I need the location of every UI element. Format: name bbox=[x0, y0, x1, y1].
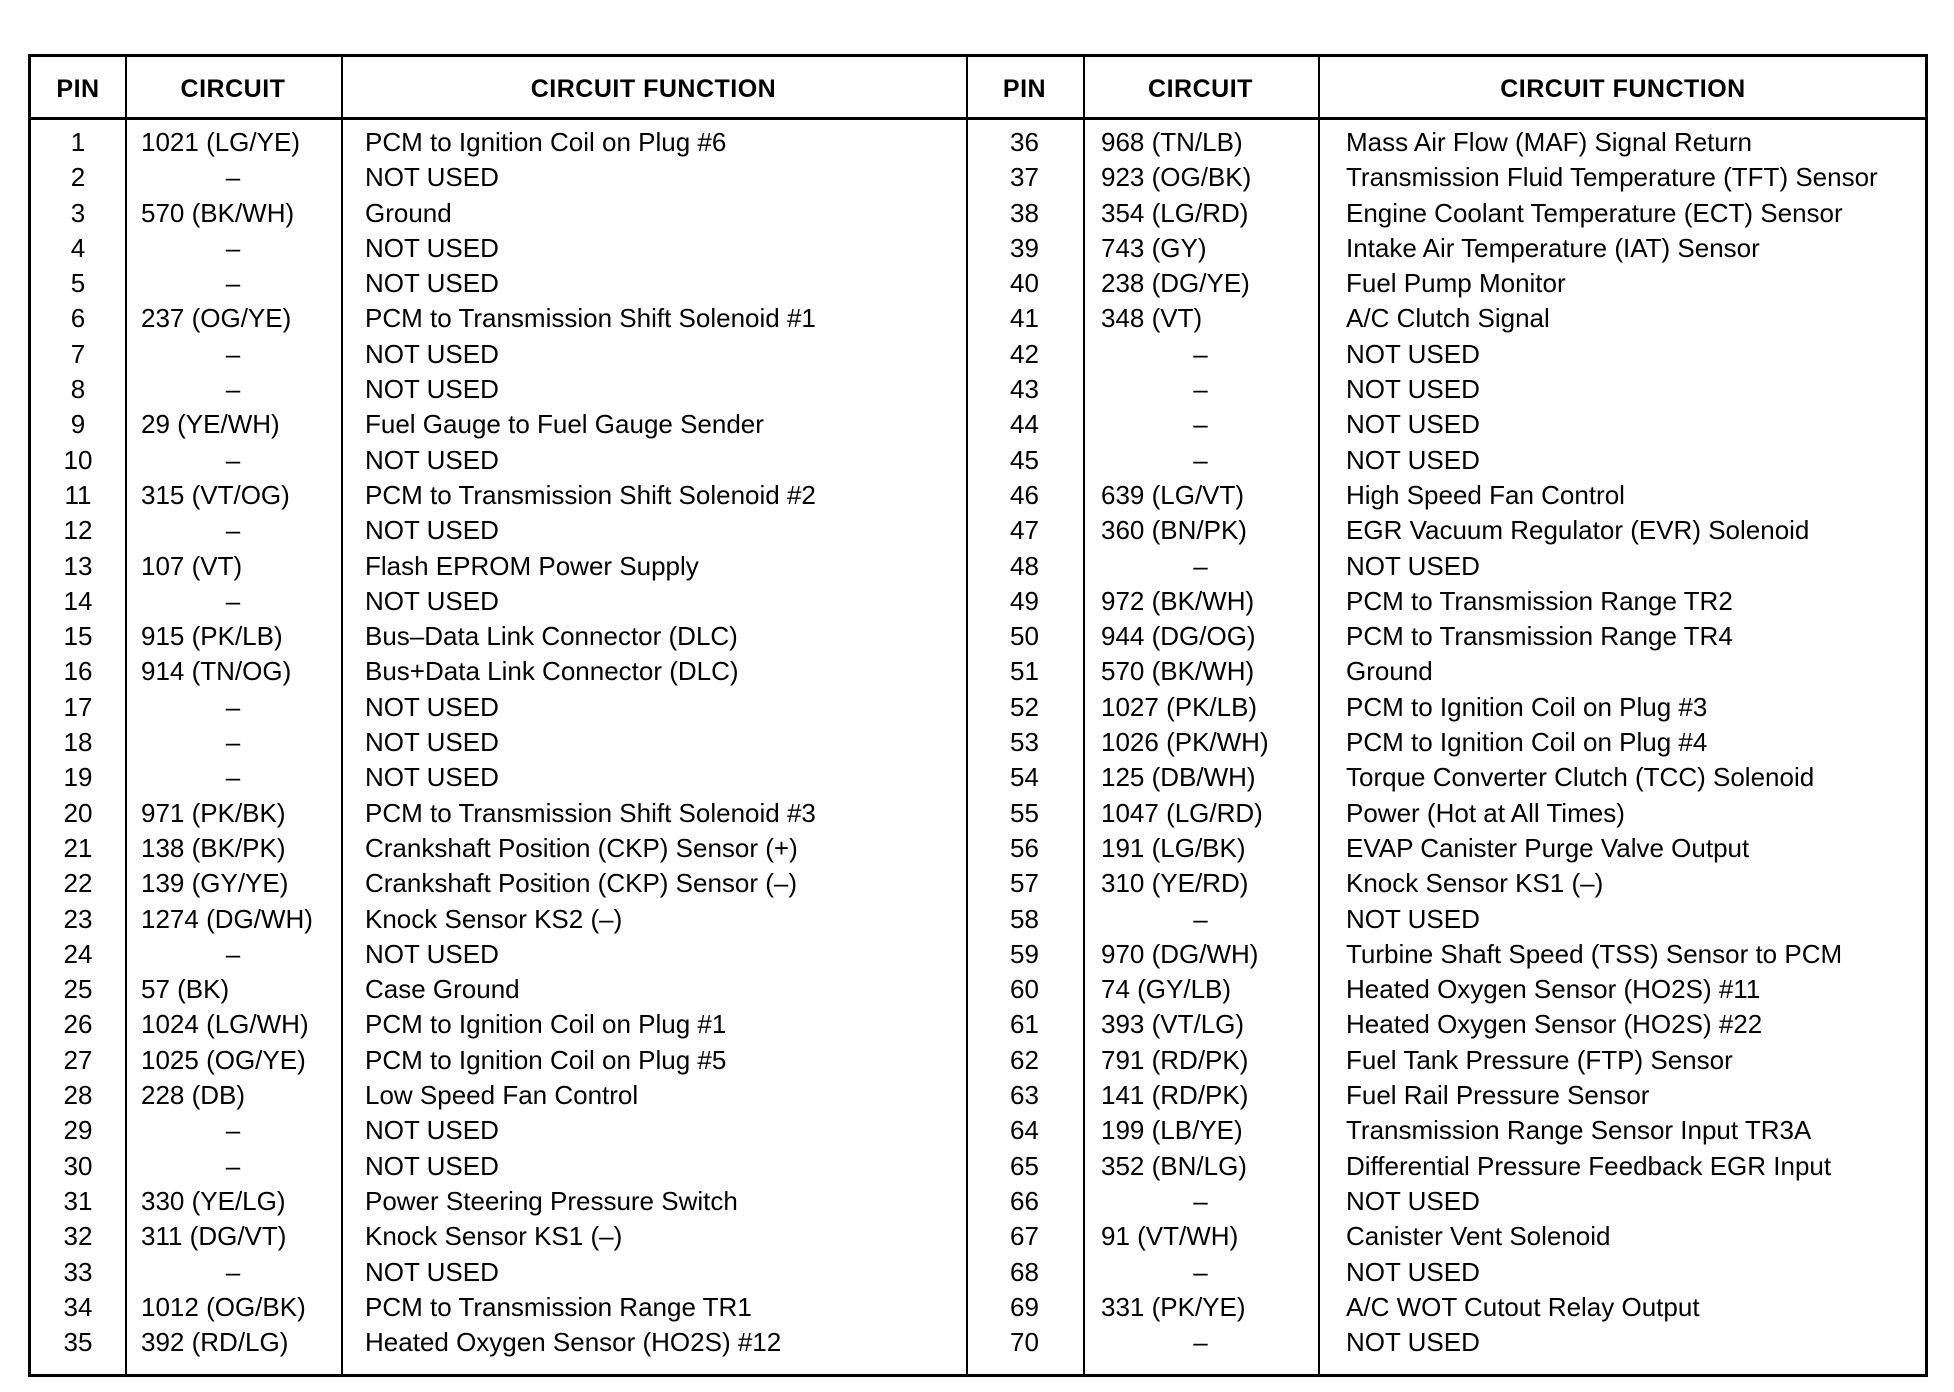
circuit-cell: – bbox=[225, 585, 241, 616]
circuit-cell: – bbox=[225, 727, 241, 758]
circuit-function-cell: NOT USED bbox=[1346, 409, 1480, 440]
circuit-cell: 1027 (PK/LB) bbox=[1101, 691, 1258, 722]
table-row bbox=[31, 513, 966, 548]
circuit-function-cell: NOT USED bbox=[365, 374, 499, 405]
pin-cell: 31 bbox=[63, 1185, 93, 1216]
table-row bbox=[31, 301, 966, 336]
circuit-function-cell: PCM to Transmission Shift Solenoid #2 bbox=[365, 479, 816, 510]
table-row bbox=[966, 831, 1925, 866]
table-row bbox=[31, 1007, 966, 1042]
pin-cell: 60 bbox=[1010, 974, 1039, 1005]
table-row bbox=[966, 654, 1925, 689]
circuit-cell: 310 (YE/RD) bbox=[1101, 868, 1249, 899]
pin-cell: 55 bbox=[1010, 797, 1039, 828]
table-row bbox=[966, 584, 1925, 619]
circuit-cell: 1012 (OG/BK) bbox=[141, 1291, 306, 1322]
table-row bbox=[31, 549, 966, 584]
circuit-cell: 971 (PK/BK) bbox=[141, 797, 286, 828]
circuit-function-cell: Turbine Shaft Speed (TSS) Sensor to PCM bbox=[1346, 938, 1843, 969]
table-row bbox=[966, 1113, 1925, 1148]
circuit-cell: 237 (OG/YE) bbox=[141, 303, 292, 334]
pin-cell: 9 bbox=[70, 409, 86, 440]
circuit-function-cell: NOT USED bbox=[365, 1115, 499, 1146]
table-row bbox=[31, 1219, 966, 1254]
table-row bbox=[966, 1219, 1925, 1254]
circuit-cell: – bbox=[225, 1115, 241, 1146]
table-row bbox=[31, 937, 966, 972]
pin-cell: 65 bbox=[1010, 1150, 1039, 1181]
circuit-function-cell: A/C WOT Cutout Relay Output bbox=[1346, 1291, 1700, 1322]
circuit-cell: 57 (BK) bbox=[141, 974, 230, 1005]
circuit-function-cell: PCM to Ignition Coil on Plug #6 bbox=[365, 127, 727, 157]
pin-cell: 6 bbox=[70, 303, 86, 334]
table-row bbox=[966, 1290, 1925, 1325]
table-row bbox=[31, 1325, 966, 1360]
table-row bbox=[966, 619, 1925, 654]
pin-cell: 50 bbox=[1010, 621, 1039, 652]
circuit-function-cell: Bus+Data Link Connector (DLC) bbox=[365, 656, 739, 687]
circuit-cell: 923 (OG/BK) bbox=[1101, 162, 1252, 193]
table-row bbox=[966, 1255, 1925, 1290]
circuit-function-cell: PCM to Ignition Coil on Plug #3 bbox=[1346, 691, 1708, 722]
circuit-cell: 348 (VT) bbox=[1101, 303, 1203, 334]
circuit-cell: 1024 (LG/WH) bbox=[141, 1009, 309, 1040]
pin-cell: 10 bbox=[63, 444, 93, 475]
table-row bbox=[31, 584, 966, 619]
table-header bbox=[31, 57, 966, 120]
pin-table bbox=[28, 54, 1928, 1377]
table-row bbox=[31, 796, 966, 831]
circuit-cell: – bbox=[1193, 409, 1208, 440]
circuit-function-cell: NOT USED bbox=[365, 762, 499, 793]
circuit-function-cell: Power (Hot at All Times) bbox=[1346, 797, 1625, 828]
circuit-function-cell: NOT USED bbox=[365, 268, 499, 299]
table-row bbox=[966, 196, 1925, 231]
circuit-function-cell: NOT USED bbox=[1346, 1327, 1480, 1358]
pin-cell: 53 bbox=[1010, 727, 1039, 758]
pin-cell: 40 bbox=[1010, 268, 1039, 299]
circuit-function-cell: Fuel Tank Pressure (FTP) Sensor bbox=[1346, 1044, 1733, 1075]
circuit-cell: 360 (BN/PK) bbox=[1101, 515, 1247, 546]
pin-cell: 38 bbox=[1010, 197, 1039, 228]
pin-cell: 3 bbox=[70, 197, 86, 228]
table-row bbox=[966, 902, 1925, 937]
circuit-cell: 393 (VT/LG) bbox=[1101, 1009, 1245, 1040]
circuit-cell: – bbox=[1193, 338, 1208, 369]
pin-cell: 59 bbox=[1010, 938, 1039, 969]
pin-cell: 69 bbox=[1010, 1291, 1039, 1322]
pin-cell: 41 bbox=[1010, 303, 1039, 334]
circuit-cell: 125 (DB/WH) bbox=[1101, 762, 1256, 793]
pin-cell: 4 bbox=[70, 232, 86, 263]
pin-cell: 7 bbox=[70, 338, 86, 369]
circuit-cell: 139 (GY/YE) bbox=[141, 868, 289, 899]
pin-cell: 66 bbox=[1010, 1185, 1039, 1216]
table-row bbox=[966, 1149, 1925, 1184]
pin-cell: 26 bbox=[63, 1009, 93, 1040]
pin-cell: 67 bbox=[1010, 1221, 1039, 1252]
circuit-cell: – bbox=[225, 444, 241, 475]
pin-cell: 18 bbox=[63, 727, 93, 758]
circuit-function-cell: NOT USED bbox=[1346, 1256, 1480, 1287]
circuit-cell: 1274 (DG/WH) bbox=[141, 903, 313, 934]
table-row bbox=[966, 796, 1925, 831]
circuit-cell: 141 (RD/PK) bbox=[1101, 1080, 1249, 1111]
circuit-cell: – bbox=[225, 1256, 241, 1287]
circuit-function-cell: Fuel Pump Monitor bbox=[1346, 268, 1566, 299]
pin-cell: 48 bbox=[1010, 550, 1039, 581]
circuit-function-cell: EVAP Canister Purge Valve Output bbox=[1346, 832, 1750, 863]
circuit-cell: 74 (GY/LB) bbox=[1101, 974, 1232, 1005]
circuit-function-cell: NOT USED bbox=[1346, 444, 1480, 475]
circuit-cell: 238 (DG/YE) bbox=[1101, 268, 1250, 299]
circuit-function-cell: Heated Oxygen Sensor (HO2S) #12 bbox=[365, 1327, 782, 1358]
circuit-cell: 970 (DG/WH) bbox=[1101, 938, 1259, 969]
circuit-function-cell: NOT USED bbox=[1346, 550, 1480, 581]
pin-cell: 27 bbox=[63, 1044, 93, 1075]
circuit-cell: – bbox=[1193, 1327, 1208, 1358]
table-row bbox=[966, 160, 1925, 195]
circuit-function-cell: NOT USED bbox=[1346, 374, 1480, 405]
circuit-function-cell: Transmission Fluid Temperature (TFT) Sensor bbox=[1346, 162, 1878, 193]
circuit-function-cell: A/C Clutch Signal bbox=[1346, 303, 1550, 334]
circuit-cell: 972 (BK/WH) bbox=[1101, 585, 1255, 616]
table-row bbox=[31, 619, 966, 654]
circuit-function-cell: Engine Coolant Temperature (ECT) Sensor bbox=[1346, 197, 1843, 228]
pin-cell: 12 bbox=[63, 515, 93, 546]
pin-cell: 37 bbox=[1010, 162, 1039, 193]
circuit-function-cell: Bus–Data Link Connector (DLC) bbox=[365, 621, 738, 652]
circuit-cell: 914 (TN/OG) bbox=[141, 656, 292, 687]
circuit-function-cell: Knock Sensor KS1 (–) bbox=[1346, 868, 1604, 899]
circuit-function-cell: High Speed Fan Control bbox=[1346, 479, 1625, 510]
table-row bbox=[966, 1325, 1925, 1360]
circuit-function-cell: Crankshaft Position (CKP) Sensor (–) bbox=[365, 868, 798, 899]
circuit-function-cell: NOT USED bbox=[365, 1256, 499, 1287]
table-body bbox=[31, 125, 966, 1360]
circuit-cell: 138 (BK/PK) bbox=[141, 832, 286, 863]
table-row bbox=[966, 231, 1925, 266]
pin-cell: 63 bbox=[1010, 1080, 1039, 1111]
pin-cell: 24 bbox=[63, 938, 93, 969]
pin-cell: 2 bbox=[70, 162, 86, 193]
circuit-cell: 91 (VT/WH) bbox=[1101, 1221, 1239, 1252]
pin-cell: 46 bbox=[1010, 479, 1039, 510]
header-circuit-function: CIRCUIT FUNCTION bbox=[530, 75, 777, 103]
circuit-function-cell: PCM to Transmission Range TR2 bbox=[1346, 585, 1733, 616]
circuit-function-cell: NOT USED bbox=[365, 232, 499, 263]
table-row bbox=[31, 231, 966, 266]
pin-cell: 30 bbox=[63, 1150, 93, 1181]
pin-cell: 62 bbox=[1010, 1044, 1039, 1075]
table-row bbox=[31, 337, 966, 372]
table-row bbox=[966, 513, 1925, 548]
table-row bbox=[31, 266, 966, 301]
pin-cell: 8 bbox=[70, 374, 86, 405]
circuit-cell: – bbox=[1193, 903, 1208, 934]
pin-cell: 36 bbox=[1010, 127, 1039, 157]
circuit-cell: – bbox=[1193, 550, 1208, 581]
table-header bbox=[966, 57, 1925, 120]
circuit-function-cell: NOT USED bbox=[365, 938, 499, 969]
circuit-function-cell: NOT USED bbox=[1346, 1185, 1480, 1216]
table-row bbox=[31, 1043, 966, 1078]
table-row bbox=[31, 902, 966, 937]
circuit-cell: 330 (YE/LG) bbox=[141, 1185, 286, 1216]
circuit-function-cell: PCM to Ignition Coil on Plug #5 bbox=[365, 1044, 727, 1075]
table-row bbox=[31, 1113, 966, 1148]
pin-cell: 70 bbox=[1010, 1327, 1039, 1358]
circuit-cell: – bbox=[225, 691, 241, 722]
circuit-function-cell: NOT USED bbox=[1346, 338, 1480, 369]
header-circuit: CIRCUIT bbox=[1148, 75, 1253, 103]
table-row bbox=[966, 690, 1925, 725]
pin-cell: 25 bbox=[63, 974, 93, 1005]
pin-cell: 45 bbox=[1010, 444, 1039, 475]
circuit-cell: – bbox=[225, 338, 241, 369]
circuit-cell: 968 (TN/LB) bbox=[1101, 127, 1243, 157]
circuit-function-cell: Transmission Range Sensor Input TR3A bbox=[1346, 1115, 1812, 1146]
pin-cell: 28 bbox=[63, 1080, 93, 1111]
circuit-function-cell: EGR Vacuum Regulator (EVR) Solenoid bbox=[1346, 515, 1810, 546]
table-body bbox=[966, 125, 1925, 1360]
pin-table-left bbox=[31, 57, 966, 1374]
pin-cell: 32 bbox=[63, 1221, 93, 1252]
circuit-function-cell: Power Steering Pressure Switch bbox=[365, 1185, 738, 1216]
table-row bbox=[966, 549, 1925, 584]
circuit-cell: 915 (PK/LB) bbox=[141, 621, 283, 652]
pin-cell: 34 bbox=[63, 1291, 93, 1322]
circuit-cell: 743 (GY) bbox=[1101, 232, 1207, 263]
circuit-cell: 1021 (LG/YE) bbox=[141, 127, 300, 157]
circuit-cell: 311 (DG/VT) bbox=[141, 1221, 287, 1252]
pin-cell: 61 bbox=[1010, 1009, 1039, 1040]
pin-cell: 16 bbox=[63, 656, 93, 687]
table-row bbox=[966, 301, 1925, 336]
circuit-cell: 570 (BK/WH) bbox=[1101, 656, 1255, 687]
table-row bbox=[966, 1078, 1925, 1113]
circuit-function-cell: PCM to Transmission Range TR1 bbox=[365, 1291, 752, 1322]
table-row bbox=[31, 1184, 966, 1219]
pin-cell: 5 bbox=[70, 268, 86, 299]
circuit-cell: 354 (LG/RD) bbox=[1101, 197, 1249, 228]
table-row bbox=[31, 478, 966, 513]
circuit-cell: – bbox=[1193, 1185, 1208, 1216]
circuit-cell: – bbox=[225, 232, 241, 263]
pin-cell: 51 bbox=[1010, 656, 1039, 687]
circuit-function-cell: PCM to Transmission Shift Solenoid #1 bbox=[365, 303, 816, 334]
table-row bbox=[31, 866, 966, 901]
pin-cell: 17 bbox=[63, 691, 93, 722]
pin-cell: 23 bbox=[63, 903, 93, 934]
circuit-function-cell: Canister Vent Solenoid bbox=[1346, 1221, 1611, 1252]
circuit-cell: 331 (PK/YE) bbox=[1101, 1291, 1246, 1322]
circuit-function-cell: Flash EPROM Power Supply bbox=[365, 550, 699, 581]
circuit-cell: 791 (RD/PK) bbox=[1101, 1044, 1249, 1075]
circuit-cell: 1047 (LG/RD) bbox=[1101, 797, 1263, 828]
circuit-function-cell: NOT USED bbox=[365, 691, 499, 722]
table-row bbox=[966, 1007, 1925, 1042]
pin-cell: 21 bbox=[63, 832, 93, 863]
circuit-function-cell: NOT USED bbox=[1346, 903, 1480, 934]
table-row bbox=[31, 831, 966, 866]
circuit-cell: 352 (BN/LG) bbox=[1101, 1150, 1247, 1181]
table-row bbox=[31, 1149, 966, 1184]
circuit-function-cell: Fuel Rail Pressure Sensor bbox=[1346, 1080, 1650, 1111]
pin-cell: 11 bbox=[64, 479, 92, 510]
table-row bbox=[31, 407, 966, 442]
table-row bbox=[31, 443, 966, 478]
circuit-cell: – bbox=[225, 374, 241, 405]
table-row bbox=[966, 266, 1925, 301]
table-row bbox=[966, 725, 1925, 760]
circuit-cell: – bbox=[225, 268, 241, 299]
table-row bbox=[966, 443, 1925, 478]
circuit-function-cell: NOT USED bbox=[365, 515, 499, 546]
table-row bbox=[966, 125, 1925, 160]
circuit-function-cell: Low Speed Fan Control bbox=[365, 1080, 639, 1111]
pin-cell: 22 bbox=[63, 868, 93, 899]
circuit-function-cell: Knock Sensor KS1 (–) bbox=[365, 1221, 623, 1252]
table-row bbox=[966, 972, 1925, 1007]
table-row bbox=[966, 1184, 1925, 1219]
circuit-cell: 315 (VT/OG) bbox=[141, 479, 290, 510]
circuit-cell: 107 (VT) bbox=[141, 550, 243, 581]
circuit-cell: 228 (DB) bbox=[141, 1080, 246, 1111]
table-row bbox=[31, 1290, 966, 1325]
table-row bbox=[31, 972, 966, 1007]
pin-table-right bbox=[966, 57, 1925, 1374]
table-row bbox=[31, 690, 966, 725]
pin-cell: 42 bbox=[1010, 338, 1039, 369]
table-row bbox=[31, 654, 966, 689]
header-pin: PIN bbox=[1002, 75, 1047, 103]
header-circuit-function: CIRCUIT FUNCTION bbox=[1500, 75, 1746, 103]
circuit-function-cell: Mass Air Flow (MAF) Signal Return bbox=[1346, 127, 1752, 157]
circuit-function-cell: Crankshaft Position (CKP) Sensor (+) bbox=[365, 832, 798, 863]
circuit-function-cell: Intake Air Temperature (IAT) Sensor bbox=[1346, 232, 1760, 263]
circuit-function-cell: Case Ground bbox=[365, 974, 520, 1005]
table-row bbox=[31, 1078, 966, 1113]
table-row bbox=[31, 125, 966, 160]
circuit-function-cell: Ground bbox=[365, 197, 452, 228]
pin-cell: 49 bbox=[1010, 585, 1039, 616]
circuit-cell: – bbox=[1193, 1256, 1208, 1287]
circuit-function-cell: Heated Oxygen Sensor (HO2S) #22 bbox=[1346, 1009, 1763, 1040]
pin-cell: 35 bbox=[63, 1327, 93, 1358]
table-row bbox=[966, 407, 1925, 442]
circuit-function-cell: NOT USED bbox=[365, 727, 499, 758]
circuit-cell: 29 (YE/WH) bbox=[141, 409, 280, 440]
table-row bbox=[31, 725, 966, 760]
table-row bbox=[31, 760, 966, 795]
pin-cell: 15 bbox=[63, 621, 93, 652]
table-row bbox=[966, 478, 1925, 513]
circuit-cell: 944 (DG/OG) bbox=[1101, 621, 1256, 652]
circuit-function-cell: PCM to Ignition Coil on Plug #1 bbox=[365, 1009, 727, 1040]
circuit-function-cell: Ground bbox=[1346, 656, 1433, 687]
pin-cell: 14 bbox=[63, 585, 93, 616]
circuit-function-cell: NOT USED bbox=[365, 1150, 499, 1181]
pin-cell: 44 bbox=[1010, 409, 1039, 440]
circuit-function-cell: Heated Oxygen Sensor (HO2S) #11 bbox=[1346, 974, 1761, 1005]
table-row bbox=[31, 1255, 966, 1290]
table-row bbox=[31, 196, 966, 231]
table-row bbox=[966, 937, 1925, 972]
circuit-cell: – bbox=[1193, 444, 1208, 475]
circuit-function-cell: PCM to Ignition Coil on Plug #4 bbox=[1346, 727, 1708, 758]
circuit-function-cell: Fuel Gauge to Fuel Gauge Sender bbox=[365, 409, 764, 440]
header-pin: PIN bbox=[56, 75, 100, 103]
circuit-function-cell: NOT USED bbox=[365, 338, 499, 369]
circuit-cell: – bbox=[225, 1150, 241, 1181]
pin-cell: 52 bbox=[1010, 691, 1039, 722]
pin-cell: 20 bbox=[63, 797, 93, 828]
circuit-cell: 191 (LG/BK) bbox=[1101, 832, 1246, 863]
circuit-cell: 570 (BK/WH) bbox=[141, 197, 295, 228]
header-circuit: CIRCUIT bbox=[180, 75, 286, 103]
circuit-cell: 199 (LB/YE) bbox=[1101, 1115, 1243, 1146]
pin-cell: 68 bbox=[1010, 1256, 1039, 1287]
pin-cell: 58 bbox=[1010, 903, 1039, 934]
table-row bbox=[966, 372, 1925, 407]
circuit-function-cell: NOT USED bbox=[365, 444, 499, 475]
circuit-function-cell: PCM to Transmission Range TR4 bbox=[1346, 621, 1733, 652]
circuit-function-cell: Knock Sensor KS2 (–) bbox=[365, 903, 623, 934]
pin-cell: 1 bbox=[70, 127, 86, 157]
table-row bbox=[966, 1043, 1925, 1078]
pin-cell: 47 bbox=[1010, 515, 1039, 546]
circuit-function-cell: Torque Converter Clutch (TCC) Solenoid bbox=[1346, 762, 1815, 793]
circuit-function-cell: PCM to Transmission Shift Solenoid #3 bbox=[365, 797, 816, 828]
pin-cell: 33 bbox=[63, 1256, 93, 1287]
table-row bbox=[966, 337, 1925, 372]
circuit-cell: – bbox=[225, 162, 241, 193]
table-row bbox=[31, 160, 966, 195]
table-row bbox=[966, 760, 1925, 795]
table-row bbox=[966, 866, 1925, 901]
circuit-function-cell: Differential Pressure Feedback EGR Input bbox=[1346, 1150, 1832, 1181]
circuit-function-cell: NOT USED bbox=[365, 162, 499, 193]
pin-cell: 29 bbox=[63, 1115, 93, 1146]
table-row bbox=[31, 372, 966, 407]
circuit-cell: – bbox=[225, 938, 241, 969]
circuit-cell: 392 (RD/LG) bbox=[141, 1327, 289, 1358]
circuit-cell: 1026 (PK/WH) bbox=[1101, 727, 1269, 758]
circuit-cell: 1025 (OG/YE) bbox=[141, 1044, 306, 1075]
pin-cell: 43 bbox=[1010, 374, 1039, 405]
pin-cell: 56 bbox=[1010, 832, 1039, 863]
circuit-cell: 639 (LG/VT) bbox=[1101, 479, 1245, 510]
pin-cell: 39 bbox=[1010, 232, 1039, 263]
pin-cell: 64 bbox=[1010, 1115, 1039, 1146]
pin-cell: 54 bbox=[1010, 762, 1039, 793]
circuit-cell: – bbox=[225, 762, 241, 793]
circuit-cell: – bbox=[1193, 374, 1208, 405]
circuit-function-cell: NOT USED bbox=[365, 585, 499, 616]
circuit-cell: – bbox=[225, 515, 241, 546]
pin-cell: 57 bbox=[1010, 868, 1039, 899]
pin-cell: 19 bbox=[63, 762, 93, 793]
pin-cell: 13 bbox=[63, 550, 93, 581]
